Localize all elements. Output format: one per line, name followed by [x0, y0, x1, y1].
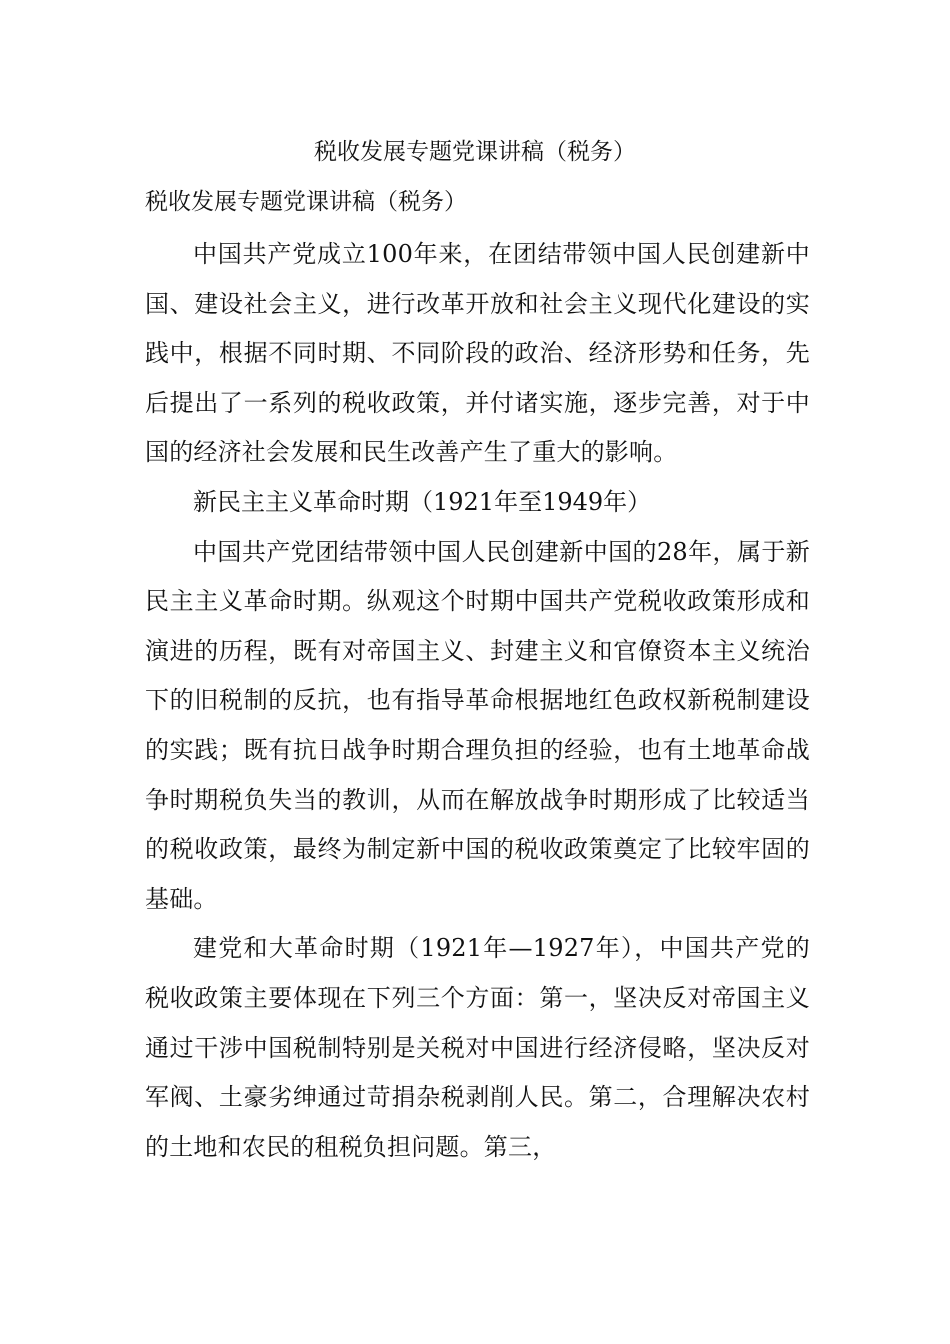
- document-title: 税收发展专题党课讲稿（税务）: [314, 139, 636, 165]
- section-heading: 新民主主义革命时期（1921年至1949年）: [193, 487, 652, 516]
- paragraph-founding-period: 建党和大革命时期（1921年—1927年），中国共产党的税收政策主要体现在下列三个方面：第一，坚决反对帝国主义通过干涉中国税制特别是关税对中国进行经济侵略，坚决反对军阀、土豪劣绅通过苛捐杂税剥削人民。第二，合理解决农村的土地和农民的租税负担问题。第三，: [145, 934, 810, 1161]
- document-subtitle: 税收发展专题党课讲稿（税务）: [145, 189, 467, 215]
- paragraph-new-democratic: 中国共产党团结带领中国人民创建新中国的28年，属于新民主主义革命时期。纵观这个时期中国共产党税收政策形成和演进的历程，既有对帝国主义、封建主义和官僚资本主义统治下的旧税制的反抗，也有指导革命根据地红色政权新税制建设的实践；既有抗日战争时期合理负担的经验，也有土地革命战争时期税负失当的教训，从而在解放战争时期形成了比较适当的税收政策，最终为制定新中国的税收政策奠定了比较牢固的基础。: [145, 537, 810, 913]
- paragraph-intro: 中国共产党成立100年来，在团结带领中国人民创建新中国、建设社会主义，进行改革开放和社会主义现代化建设的实践中，根据不同时期、不同阶段的政治、经济形势和任务，先后提出了一系列的税收政策，并付诸实施，逐步完善，对于中国的经济社会发展和民生改善产生了重大的影响。: [145, 240, 810, 467]
- document-body: [145, 230, 810, 1172]
